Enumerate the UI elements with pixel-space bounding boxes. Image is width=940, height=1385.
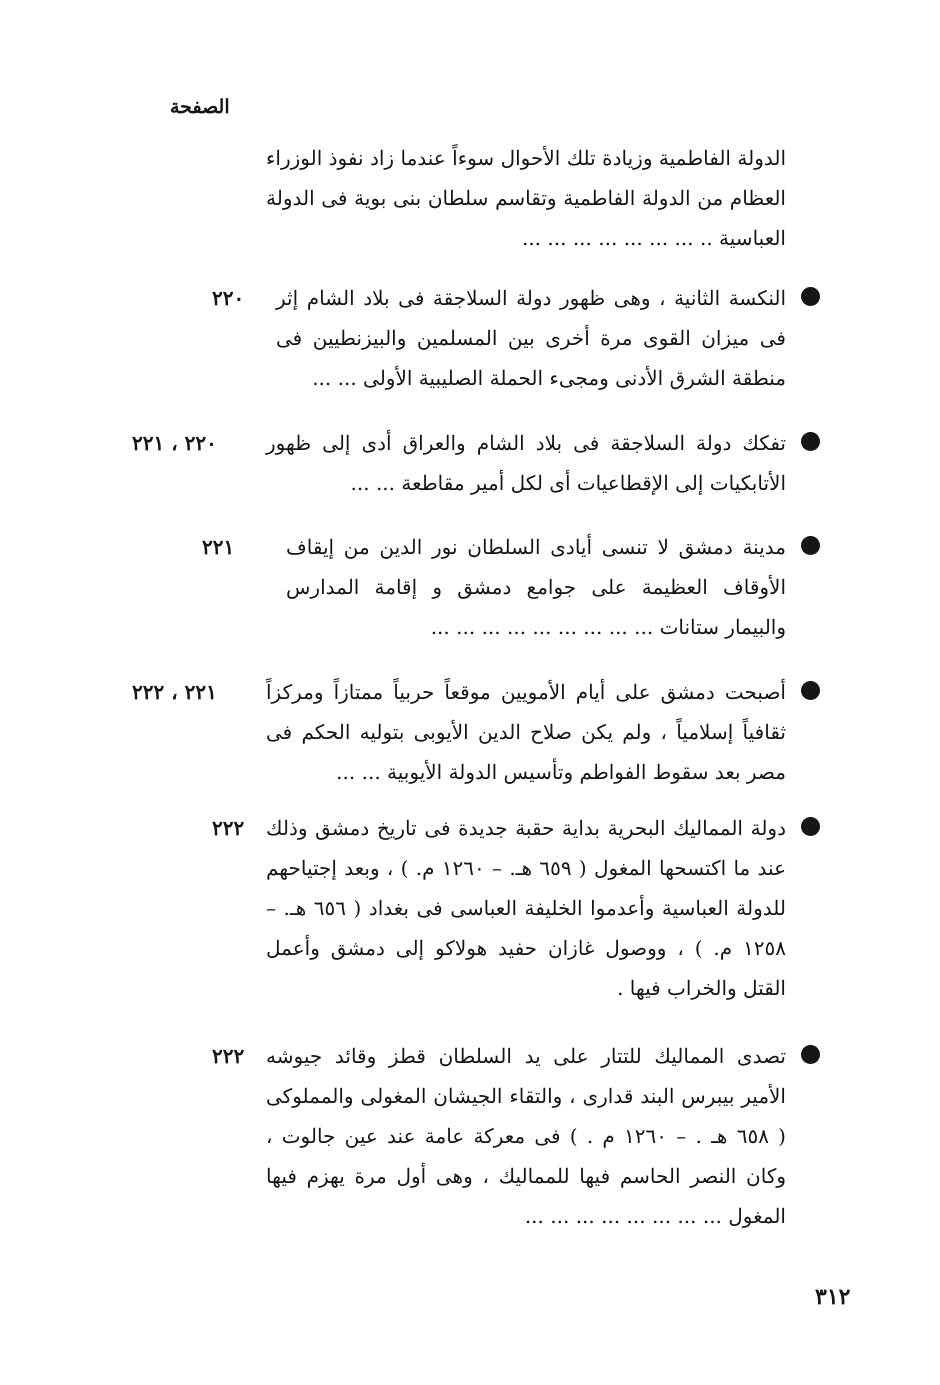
bullet-icon: [801, 536, 820, 555]
entry-text: الدولة الفاطمية وزيادة تلك الأحوال سوءاً عندما زاد نفوذ الوزراء العظام من الدولة الفاطمية وتقاسم سلطان بنى بوية فى الدولة العباسية .. ... ... ... ... ... ... ...: [266, 146, 786, 250]
entry-text: دولة المماليك البحرية بداية حقبة جديدة فى تاريخ دمشق وذلك عند ما اكتسحها المغول ( ٦٥٩ هـ. – ١٢٦٠ م. ) ، وبعد إجتياحهم للدولة العباسية وأعدموا الخليفة العباسى فى بغداد ( ٦٥٦ هـ. – ١٢٥٨ م. ) ، ووصول غازان حفيد هولاكو إلى دمشق وأعمل القتل والخراب فيها .: [266, 816, 787, 1000]
entry-text: مدينة دمشق لا تنسى أيادى السلطان نور الدين من إيقاف الأوقاف العظيمة على جوامع دمشق و إقامة المدارس والبيمار ستانات ... ... ... ... ... ... ... ... ...: [286, 535, 786, 639]
index-entry: [120, 527, 820, 651]
index-entry: [120, 278, 820, 402]
index-entry: [120, 138, 820, 262]
index-entry: [120, 672, 820, 796]
entry-text: تصدى المماليك للتتار على يد السلطان قطز وقائد جيوشه الأمير بيبرس البند قدارى ، والتقاء الجيشان المغولى والمملوكى ( ٦٥٨ هـ . – ١٢٦٠ م . ) فى معركة عامة عند عين جالوت ، وكان النصر الحاسم فيها للمماليك ، وهى أول مرة يهزم فيها المغول ... ... ... ... ... ... ... ...: [266, 1044, 786, 1228]
entry-page-ref: ٢٢١: [202, 535, 235, 559]
entry-page-ref: ٢٢٠: [212, 286, 245, 310]
page-number: ٣١٢: [815, 1284, 851, 1310]
entry-text: أصبحت دمشق على أيام الأمويين موقعاً حربياً ممتازاً ومركزاً ثقافياً إسلامياً ، ولم يكن صلاح الدين الأيوبى بتوليه الحكم فى مصر بعد سقوط الفواطم وتأسيس الدولة الأيوبية ... ...: [266, 680, 786, 784]
bullet-icon: [801, 817, 820, 836]
entry-text: النكسة الثانية ، وهى ظهور دولة السلاجقة فى بلاد الشام إثر فى ميزان القوى مرة أخرى بين المسلمين والبيزنطيين فى منطقة الشرق الأدنى ومجىء الحملة الصليبية الأولى ... ...: [276, 286, 786, 390]
bullet-icon: [801, 432, 820, 451]
entry-page-ref: ٢٢٠ ، ٢٢١: [132, 431, 217, 455]
page-column-header: الصفحة: [170, 96, 230, 118]
entry-text: تفكك دولة السلاجقة فى بلاد الشام والعراق أدى إلى ظهور الأتابكيات إلى الإقطاعيات أى لكل أمير مقاطعة ... ...: [266, 431, 786, 495]
entry-page-ref: ٢٢٢: [212, 1044, 245, 1068]
entry-page-ref: ٢٢٢: [212, 816, 245, 840]
bullet-icon: [801, 287, 820, 306]
bullet-icon: [801, 681, 820, 700]
index-entry: [120, 808, 820, 1012]
entry-page-ref: ٢٢١ ، ٢٢٢: [132, 680, 217, 704]
index-entry: [120, 423, 820, 507]
bullet-icon: [801, 1045, 820, 1064]
index-entry: [120, 1036, 820, 1250]
